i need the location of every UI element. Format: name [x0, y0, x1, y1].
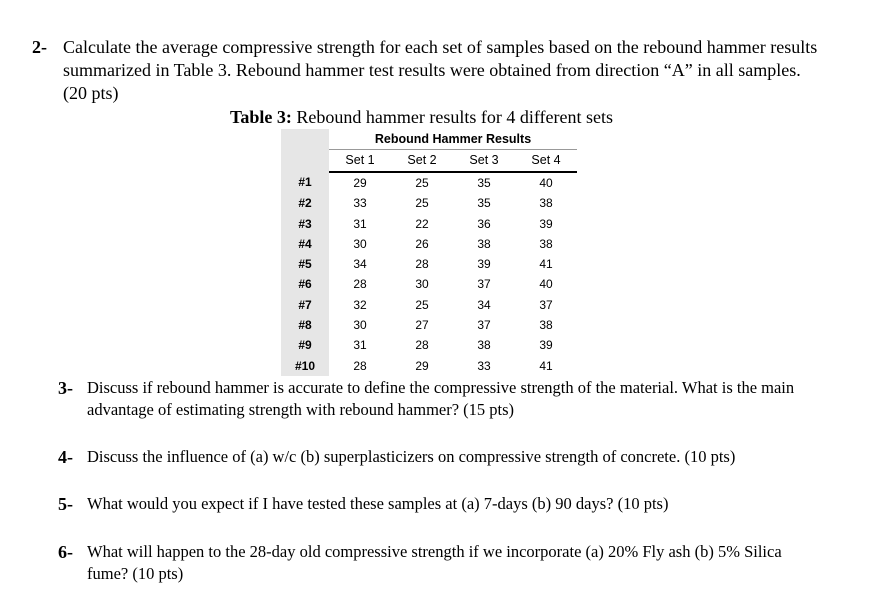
table-caption-text: Rebound hammer results for 4 different sets: [291, 107, 613, 127]
table-cell: 41: [539, 257, 553, 272]
table-row: [281, 254, 577, 274]
table-cell: 31: [353, 338, 367, 353]
row-label: #8: [281, 315, 329, 335]
table-cell: 25: [415, 196, 429, 211]
table-cell: 34: [353, 257, 367, 272]
row-label: #7: [281, 295, 329, 315]
row-label: #6: [281, 274, 329, 294]
table-cell: 25: [415, 175, 429, 190]
table-caption-label: Table 3:: [230, 107, 292, 127]
column-header-set-2: Set 2: [391, 149, 453, 172]
rebound-hammer-table: [281, 129, 577, 376]
row-label: #9: [281, 335, 329, 355]
table-cell: 28: [353, 358, 367, 373]
table-cell: 37: [539, 297, 553, 312]
question-5: [58, 493, 818, 515]
table-cell: 38: [539, 318, 553, 333]
table-column-header-row: [281, 149, 577, 172]
column-header-set-4: Set 4: [515, 149, 577, 172]
question-6-text: What will happen to the 28-day old compressive strength if we incorporate (a) 20% Fly ash (b) 5% Silica fume? (10 pts): [87, 542, 782, 583]
question-4-number: 4-: [58, 447, 73, 467]
question-2: [32, 36, 822, 105]
question-2-number: 2-: [32, 37, 47, 57]
table-cell: 28: [353, 277, 367, 292]
table-row: [281, 315, 577, 335]
table-cell: 40: [539, 277, 553, 292]
table-row: [281, 295, 577, 315]
table-cell: 40: [539, 175, 553, 190]
table-cell: 25: [415, 297, 429, 312]
table-cell: 33: [477, 358, 491, 373]
question-4: [58, 446, 818, 468]
table-cell: 28: [415, 257, 429, 272]
table-cell: 27: [415, 318, 429, 333]
table-cell: 22: [415, 216, 429, 231]
question-3-number: 3-: [58, 378, 73, 398]
row-label: #1: [281, 172, 329, 193]
table-cell: 37: [477, 318, 491, 333]
table-cell: 30: [353, 236, 367, 251]
table-cell: 39: [477, 257, 491, 272]
table-row: [281, 213, 577, 233]
question-2-text: Calculate the average compressive strength for each set of samples based on the rebound hammer results summarized in Table 3. Rebound hammer test results were obtained from direction “A” in all samples. (20 pts): [63, 37, 818, 103]
question-6-number: 6-: [58, 542, 73, 562]
table-row: [281, 335, 577, 355]
table-cell: 34: [477, 297, 491, 312]
table-row: [281, 193, 577, 213]
table-cell: 35: [477, 175, 491, 190]
table-cell: 29: [415, 358, 429, 373]
table-row: [281, 355, 577, 375]
table-cell: 35: [477, 196, 491, 211]
table-group-header-row: [281, 129, 577, 149]
table-cell: 39: [539, 338, 553, 353]
table-cell: 30: [353, 318, 367, 333]
table-cell: 38: [477, 338, 491, 353]
row-label: #5: [281, 254, 329, 274]
table-cell: 31: [353, 216, 367, 231]
table-cell: 41: [539, 358, 553, 373]
column-header-set-3: Set 3: [453, 149, 515, 172]
table-group-header: Rebound Hammer Results: [329, 129, 577, 149]
table-corner-cell: [281, 149, 329, 172]
table-cell: 26: [415, 236, 429, 251]
row-label: #2: [281, 193, 329, 213]
table-cell: 29: [353, 175, 367, 190]
table-cell: 38: [539, 196, 553, 211]
question-5-number: 5-: [58, 494, 73, 514]
table-row: [281, 172, 577, 193]
question-3: [58, 377, 818, 421]
table-row: [281, 274, 577, 294]
table-cell: 38: [477, 236, 491, 251]
question-3-text: Discuss if rebound hammer is accurate to define the compressive strength of the material. What is the main advantage of estimating strength with rebound hammer? (15 pts): [87, 378, 795, 419]
table-cell: 32: [353, 297, 367, 312]
table-caption: [230, 106, 613, 128]
table-cell: 39: [539, 216, 553, 231]
row-label: #3: [281, 213, 329, 233]
question-5-text: What would you expect if I have tested these samples at (a) 7-days (b) 90 days? (10 pts): [87, 494, 669, 513]
table-cell: 36: [477, 216, 491, 231]
table-cell: 37: [477, 277, 491, 292]
question-6: [58, 541, 818, 585]
table-cell: 30: [415, 277, 429, 292]
row-label: #10: [281, 355, 329, 375]
table-corner-cell: [281, 129, 329, 149]
column-header-set-1: Set 1: [329, 149, 391, 172]
table-row: [281, 234, 577, 254]
table-cell: 33: [353, 196, 367, 211]
table-cell: 38: [539, 236, 553, 251]
row-label: #4: [281, 234, 329, 254]
question-4-text: Discuss the influence of (a) w/c (b) superplasticizers on compressive strength of concrete. (10 pts): [87, 447, 736, 466]
table-cell: 28: [415, 338, 429, 353]
